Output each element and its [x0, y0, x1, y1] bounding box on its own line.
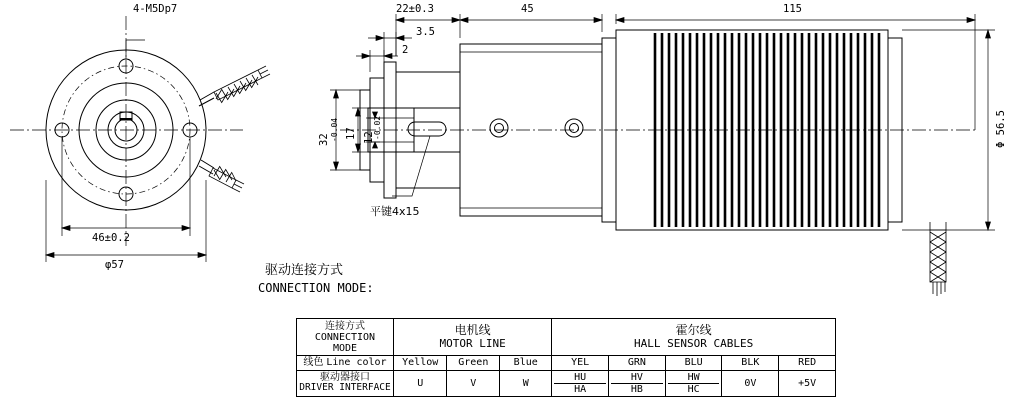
cell-driver-hw-alt: HC: [668, 383, 720, 395]
cell-motor-u-color: Yellow: [393, 356, 446, 371]
header-hall-cables: [552, 319, 836, 356]
cell-hall-hw-color: BLU: [665, 356, 722, 371]
table-header-row: [297, 319, 836, 356]
cell-driver-0v: 0V: [722, 370, 779, 396]
leader-key-note: [392, 136, 430, 196]
outer-diameter-label: φ57: [105, 259, 124, 271]
leader-bolt-callout: [126, 40, 145, 59]
header-motor-line-en: MOTOR LINE: [439, 336, 506, 350]
shaft-od-label: 32: [318, 133, 330, 146]
header-hall-cables-cn: 霍尔线: [675, 323, 712, 338]
cable-braid-upper: [214, 66, 270, 103]
cable-lower-lead: [201, 160, 214, 168]
cell-driver-v: V: [447, 370, 500, 396]
header-motor-line: [393, 319, 551, 356]
table-row-line-color: [297, 356, 836, 371]
table-row-driver-interface: [297, 370, 836, 396]
dim-45: [460, 14, 602, 32]
gearbox-port-1: [490, 119, 508, 137]
dim-3p5-label: 3.5: [416, 26, 435, 38]
dim-2-label: 2: [402, 44, 409, 56]
cell-driver-hv: [609, 370, 666, 396]
dim-45-label: 45: [521, 3, 534, 15]
cell-hall-hu-color: YEL: [552, 356, 609, 371]
cell-driver-hw: [665, 370, 722, 396]
cell-driver-hu-primary: HU: [574, 371, 587, 383]
cell-hall-hv-color: GRN: [609, 356, 666, 371]
gearbox-port-2: [565, 119, 583, 137]
row-label-driver-interface-cn: 驱动器接口: [319, 372, 370, 384]
dim-115-label: 115: [783, 3, 802, 15]
cell-driver-w: W: [500, 370, 552, 396]
row-label-driver-interface-en: DRIVER INTERFACE: [299, 382, 391, 394]
header-motor-line-cn: 电机线: [454, 323, 491, 338]
header-hall-cables-en: HALL SENSOR CABLES: [634, 336, 754, 350]
cell-driver-hv-alt: HB: [611, 383, 663, 395]
header-connection-mode-en: CONNECTION: [314, 331, 376, 343]
key-note-label: 平键4x15: [370, 205, 420, 218]
row-label-line-color-en: Line color: [326, 357, 387, 368]
cell-motor-w-color: Blue: [500, 356, 552, 371]
cell-driver-hu: [552, 370, 609, 396]
body-diameter-label: Φ 56.5: [995, 110, 1007, 148]
rear-cable-braid: [930, 222, 946, 296]
cell-motor-v-color: Green: [447, 356, 500, 371]
header-connection-mode-en2: MODE: [332, 342, 358, 354]
connection-title-cn: 驱动连接方式: [265, 263, 344, 278]
shaft-flat-tolerance-label: -0.02: [373, 115, 382, 140]
shaft-key-width-label: 17: [345, 127, 357, 140]
header-connection-mode-cn: 连接方式: [324, 320, 365, 332]
cell-hall-0v-color: BLK: [722, 356, 779, 371]
shaft-flat-label: 12: [363, 131, 375, 144]
cell-driver-hu-alt: HA: [554, 383, 606, 395]
shaft-od-tolerance-label: -0.04: [330, 117, 339, 142]
cell-driver-u: U: [393, 370, 446, 396]
cable-braid-lower: [209, 166, 244, 192]
bolt-circle-dim-label: 46±0.2: [92, 232, 130, 244]
dim-2: [356, 50, 398, 72]
connection-title-en: CONNECTION MODE:: [258, 281, 374, 295]
dim-22-label: 22±0.3: [396, 3, 434, 15]
row-label-driver-interface: [297, 370, 394, 396]
cell-driver-hv-primary: HV: [630, 371, 643, 383]
bolt-callout-label: 4-M5Dp7: [133, 3, 178, 15]
cell-driver-hw-primary: HW: [687, 371, 700, 383]
cell-hall-5v-color: RED: [779, 356, 836, 371]
cell-driver-5v: +5V: [779, 370, 836, 396]
connection-mode-table: [296, 318, 836, 397]
row-label-line-color-cn: 线色: [303, 357, 324, 368]
header-connection-mode: [297, 319, 394, 356]
row-label-line-color: [297, 356, 394, 371]
